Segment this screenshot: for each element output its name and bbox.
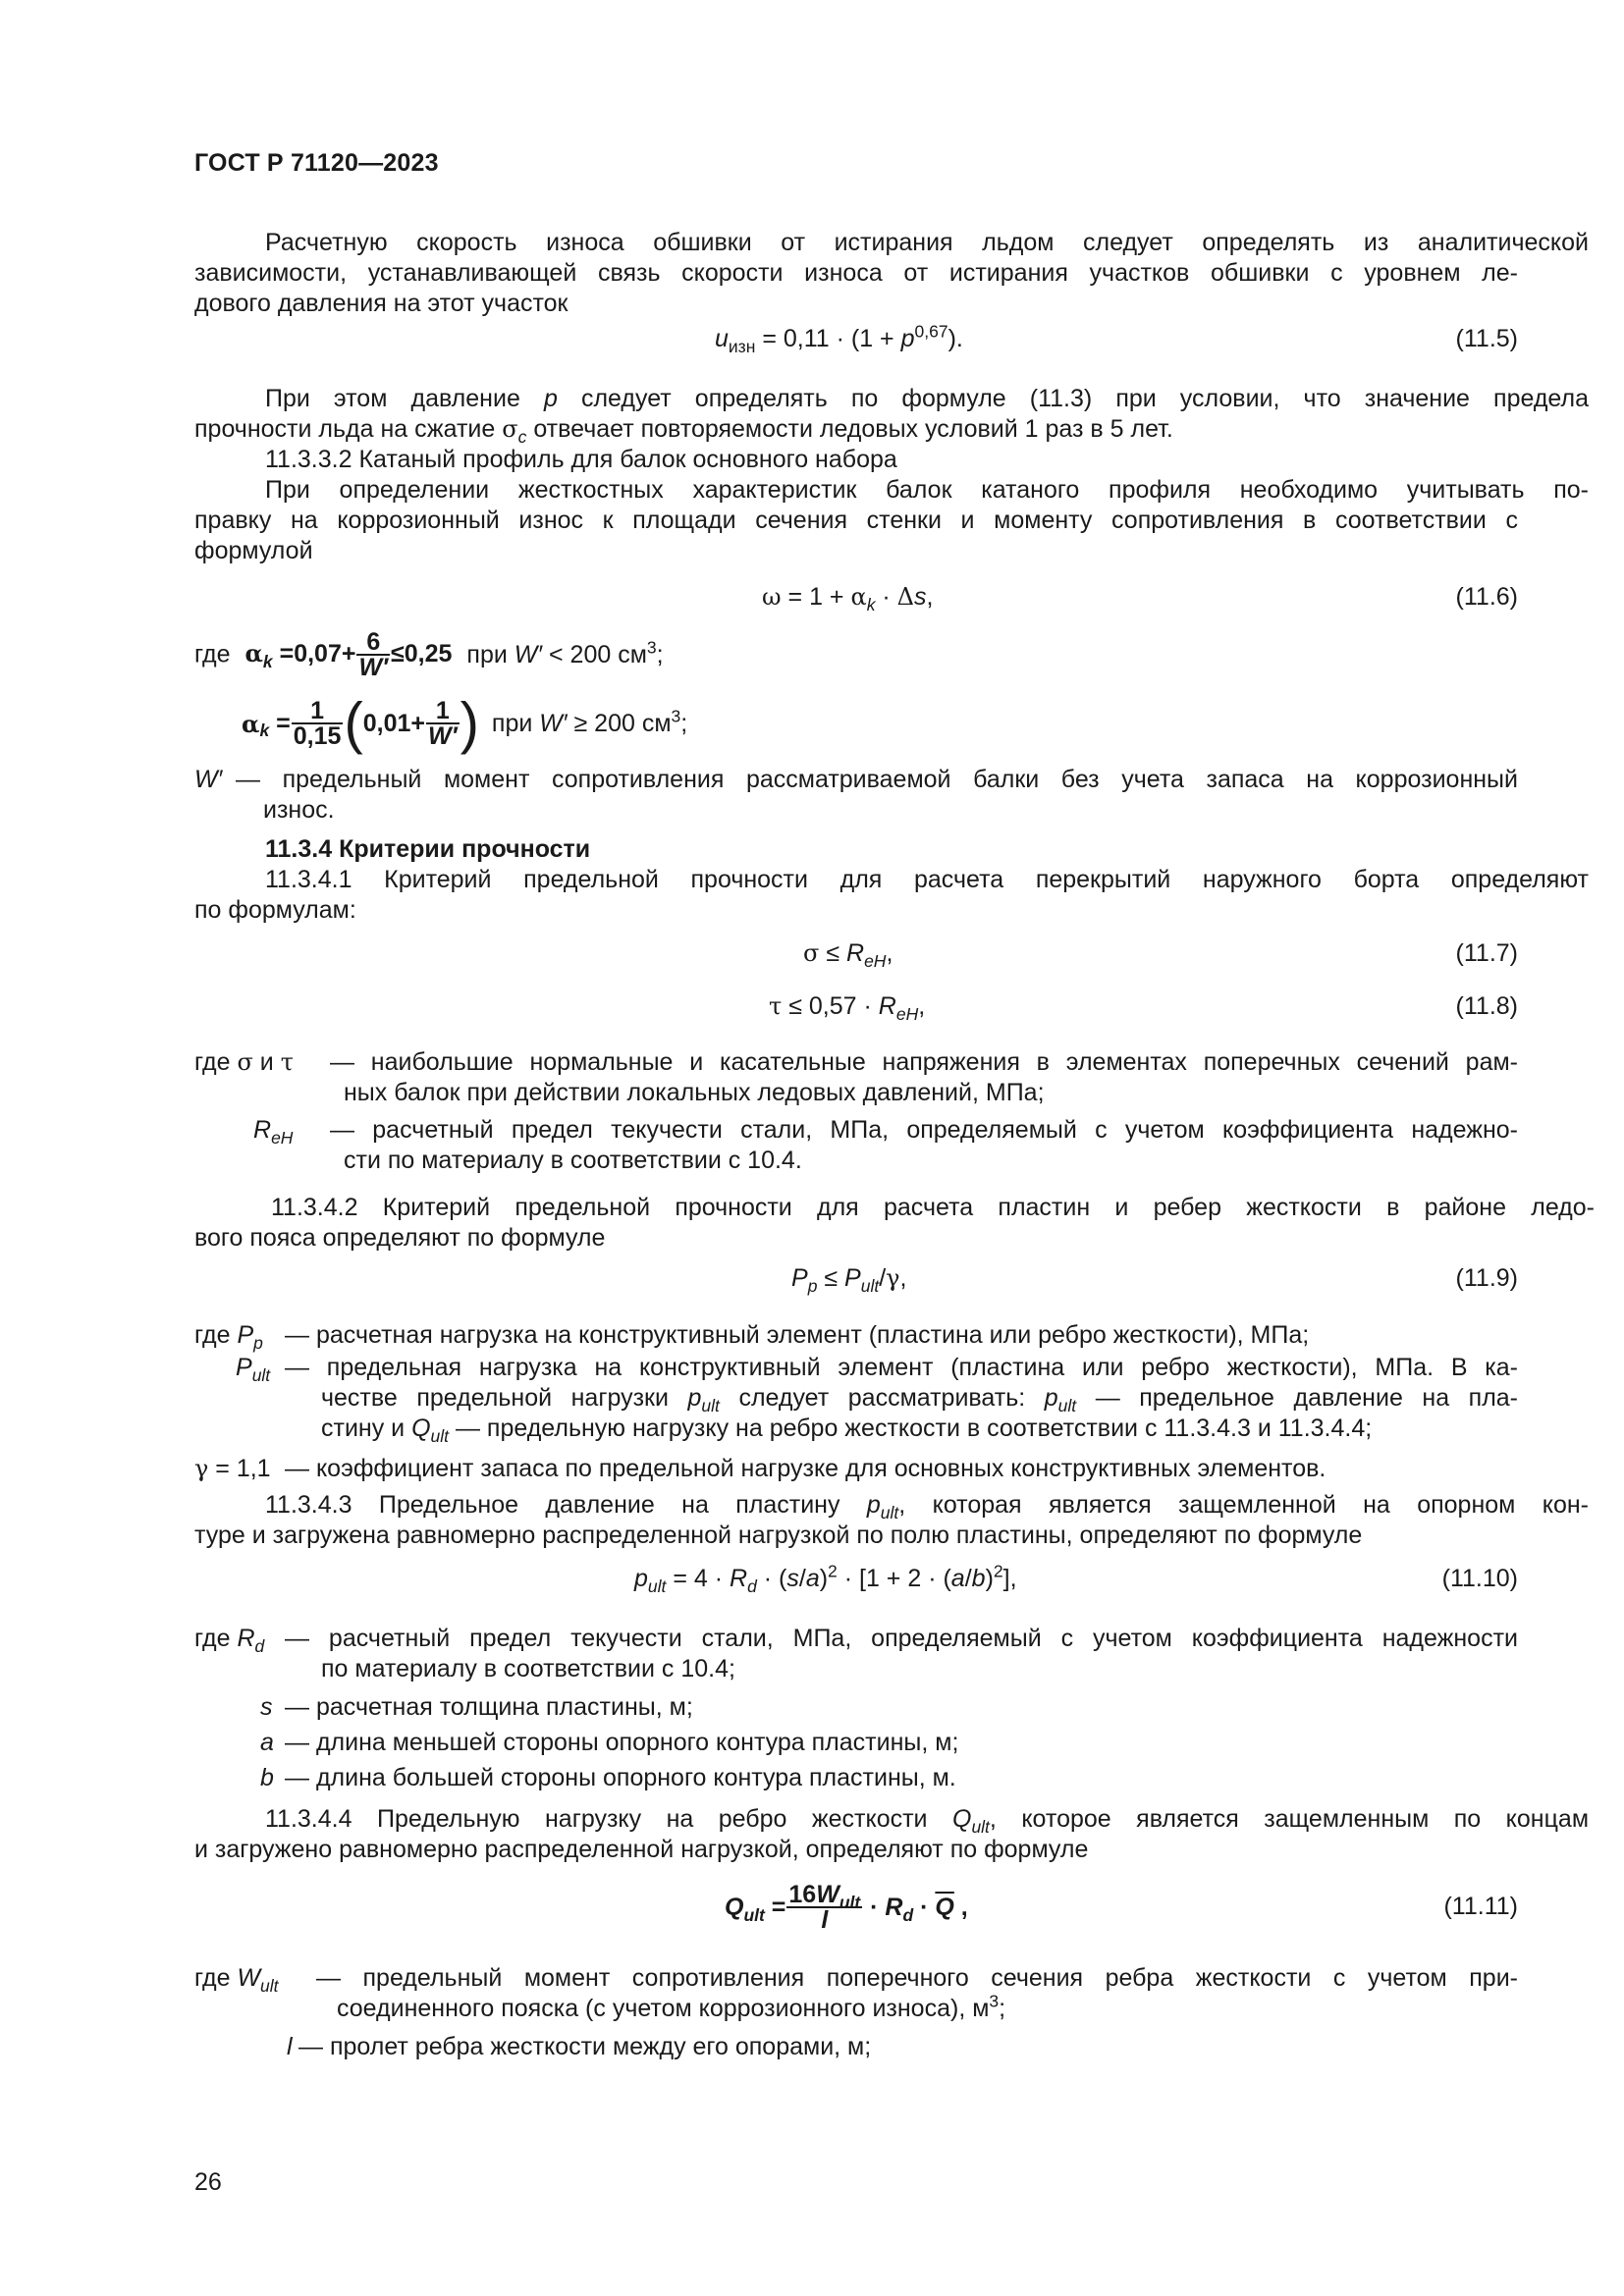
paragraph-line: туре и загружена равномерно распределенной нагрузкой по полю пластины, определяют по формуле <box>194 1522 1363 1549</box>
page-number: 26 <box>194 2168 222 2196</box>
paragraph-line: 11.3.4.3 Предельное давление на пластину $p_{ult}$, которая является защемленной на опорном кон- <box>265 1491 1589 1522</box>
gde-label: где <box>194 640 231 668</box>
equation-expression: $\tau \le 0,57 \cdot R_{eH}$, <box>769 992 926 1024</box>
paragraph-line: зависимости, устанавливающей связь скорости износа от истирания участков обшивки с уровнем ле- <box>194 259 1518 287</box>
definition-text: — длина меньшей стороны опорного контура пластины, м; <box>285 1729 959 1756</box>
equation-expression: $p_{ult} = 4 \cdot R_d \cdot (s/a)^2 \cdot [1 + 2 \cdot (a/b)^2]$, <box>634 1561 1017 1596</box>
equation-11-10 <box>194 1563 1518 1598</box>
definition-text: — коэффициент запаса по предельной нагрузке для основных конструктивных элементов. <box>285 1455 1326 1482</box>
paragraph-line: 11.3.4.4 Предельную нагрузку на ребро жесткости $Q_{ult}$, которое является защемленным по концам <box>265 1805 1590 1837</box>
equation-11-8 <box>194 990 1518 1026</box>
definition-term: где $W_{ult}$ <box>194 1964 279 1996</box>
equation-11-6 <box>194 581 1518 616</box>
equation-number: (11.10) <box>1441 1565 1518 1592</box>
definition-text: ных балок при действии локальных ледовых давлений, МПа; <box>344 1079 1045 1106</box>
paragraph-line: правку на коррозионный износ к площади сечения стенки и моменту сопротивления в соответствии с <box>194 507 1518 534</box>
definition-text: — длина большей стороны опорного контура пластины, м. <box>285 1764 956 1791</box>
equation-number: (11.6) <box>1455 583 1518 611</box>
equation-11-7 <box>194 937 1518 973</box>
equation-expression: $u_{изн} = 0,11 \cdot (1 + p^{0,67})$. <box>715 321 963 356</box>
definition-term: l <box>287 2033 293 2060</box>
paragraph-line: вого пояса определяют по формуле <box>194 1224 606 1252</box>
alpha-k-condition-1: где $\alpha_k =0,07+$ $\frac{6}{W'}$ ≤0,25 при W′ < 200 $см^3$; <box>194 628 664 681</box>
equation-expression: $\omega = 1 + \alpha_k \cdot \Delta s$, <box>762 583 934 614</box>
definition-term: b <box>260 1764 274 1791</box>
equation-11-5 <box>194 323 1518 358</box>
definition-text: по материалу в соответствии с 10.4; <box>321 1655 735 1682</box>
definition-text: — предельный момент сопротивления поперечного сечения ребра жесткости с учетом при- <box>316 1964 1518 1992</box>
equation-number: (11.8) <box>1455 992 1518 1020</box>
paragraph-line: и загружено равномерно распределенной нагрузкой, определяют по формуле <box>194 1836 1089 1863</box>
definition-text: — расчетный предел текучести стали, МПа, определяемый с учетом коэффициента надежно- <box>330 1116 1518 1144</box>
definition-text: сти по материалу в соответствии с 10.4. <box>344 1147 802 1174</box>
definition-term: $P_{ult}$ <box>236 1354 271 1385</box>
definition-term: a <box>260 1729 274 1756</box>
paragraph-line: При этом давление p следует определять по формуле (11.3) при условии, что значение предела <box>265 385 1590 412</box>
definition-text: — предельная нагрузка на конструктивный элемент (пластина или ребро жесткости), МПа. В ка- <box>285 1354 1518 1381</box>
equation-number: (11.9) <box>1455 1264 1518 1292</box>
paragraph-line: При определении жесткостных характеристик балок катаного профиля необходимо учитывать по- <box>265 476 1589 504</box>
definition-text: — наибольшие нормальные и касательные напряжения в элементах поперечных сечений рам- <box>330 1048 1518 1076</box>
paragraph-line: дового давления на этот участок <box>194 290 568 317</box>
document-header: ГОСТ Р 71120—2023 <box>194 149 439 177</box>
definition-term: $R_{eH}$ <box>253 1116 294 1148</box>
paragraph-line: формулой <box>194 537 313 564</box>
equation-number: (11.11) <box>1443 1893 1518 1920</box>
definition-term: где $R_d$ <box>194 1625 265 1656</box>
definition-text: — пролет ребра жесткости между его опорами, м; <box>298 2033 872 2060</box>
definition-term: γ = 1,1 <box>194 1455 271 1482</box>
section-heading: 11.3.4 Критерии прочности <box>265 835 591 863</box>
equation-expression: $P_p \le P_{ult}/\gamma$, <box>791 1264 907 1296</box>
definition-term: где σ и τ <box>194 1048 294 1076</box>
definition-text: — предельный момент сопротивления рассматриваемой балки без учета запаса на коррозионный <box>236 766 1518 793</box>
paragraph-line: прочности льда на сжатие $\sigma_c$ отвечает повторяемости ледовых условий 1 раз в 5 лет. <box>194 415 1173 447</box>
equation-number: (11.5) <box>1455 325 1518 352</box>
definition-text: честве предельной нагрузки $p_{ult}$ следует рассматривать: $p_{ult}$ — предельное давление на пла- <box>321 1384 1519 1415</box>
definition-text: — расчетная толщина пластины, м; <box>285 1693 693 1721</box>
equation-expression: $\sigma \le R_{eH}$, <box>803 939 893 971</box>
paragraph-line: 11.3.4.2 Критерий предельной прочности для расчета пластин и ребер жесткости в районе ледо- <box>271 1194 1595 1221</box>
definition-text: стину и $Q_{ult}$ — предельную нагрузку на ребро жесткости в соответствии с 11.3.4.3 и 11.3.4.4; <box>321 1415 1373 1446</box>
alpha-k-condition-2: $\alpha_k$ = $\frac{1}{0,15}$ (0,01+ $\frac{1}{W'}$ ) при W′ ≥ 200 $см^3$; <box>242 691 688 755</box>
definition-text: — расчетный предел текучести стали, МПа, определяемый с учетом коэффициента надежности <box>285 1625 1518 1652</box>
equation-11-11 <box>194 1881 1518 1942</box>
definition-text: износ. <box>263 796 335 824</box>
section-heading: 11.3.3.2 Катаный профиль для балок основного набора <box>265 446 897 473</box>
paragraph-line: 11.3.4.1 Критерий предельной прочности для расчета перекрытий наружного борта определяют <box>265 866 1589 893</box>
paragraph-line: Расчетную скорость износа обшивки от истирания льдом следует определять из аналитической <box>265 229 1589 256</box>
definition-text: — расчетная нагрузка на конструктивный элемент (пластина или ребро жесткости), МПа; <box>285 1321 1310 1349</box>
definition-text: соединенного пояска (с учетом коррозионного износа), $м^3$; <box>337 1991 1006 2022</box>
definition-term: W′ <box>194 766 223 793</box>
definition-term: s <box>260 1693 273 1721</box>
equation-11-9 <box>194 1262 1518 1298</box>
equation-expression: $Q_{ult}$ = $\frac{16W_{ult}}{l}$ · $R_d \cdot \overline{Q}$ , <box>725 1881 968 1934</box>
paragraph-line: по формулам: <box>194 896 356 924</box>
definition-term: где $P_p$ <box>194 1321 263 1353</box>
equation-number: (11.7) <box>1455 939 1518 967</box>
